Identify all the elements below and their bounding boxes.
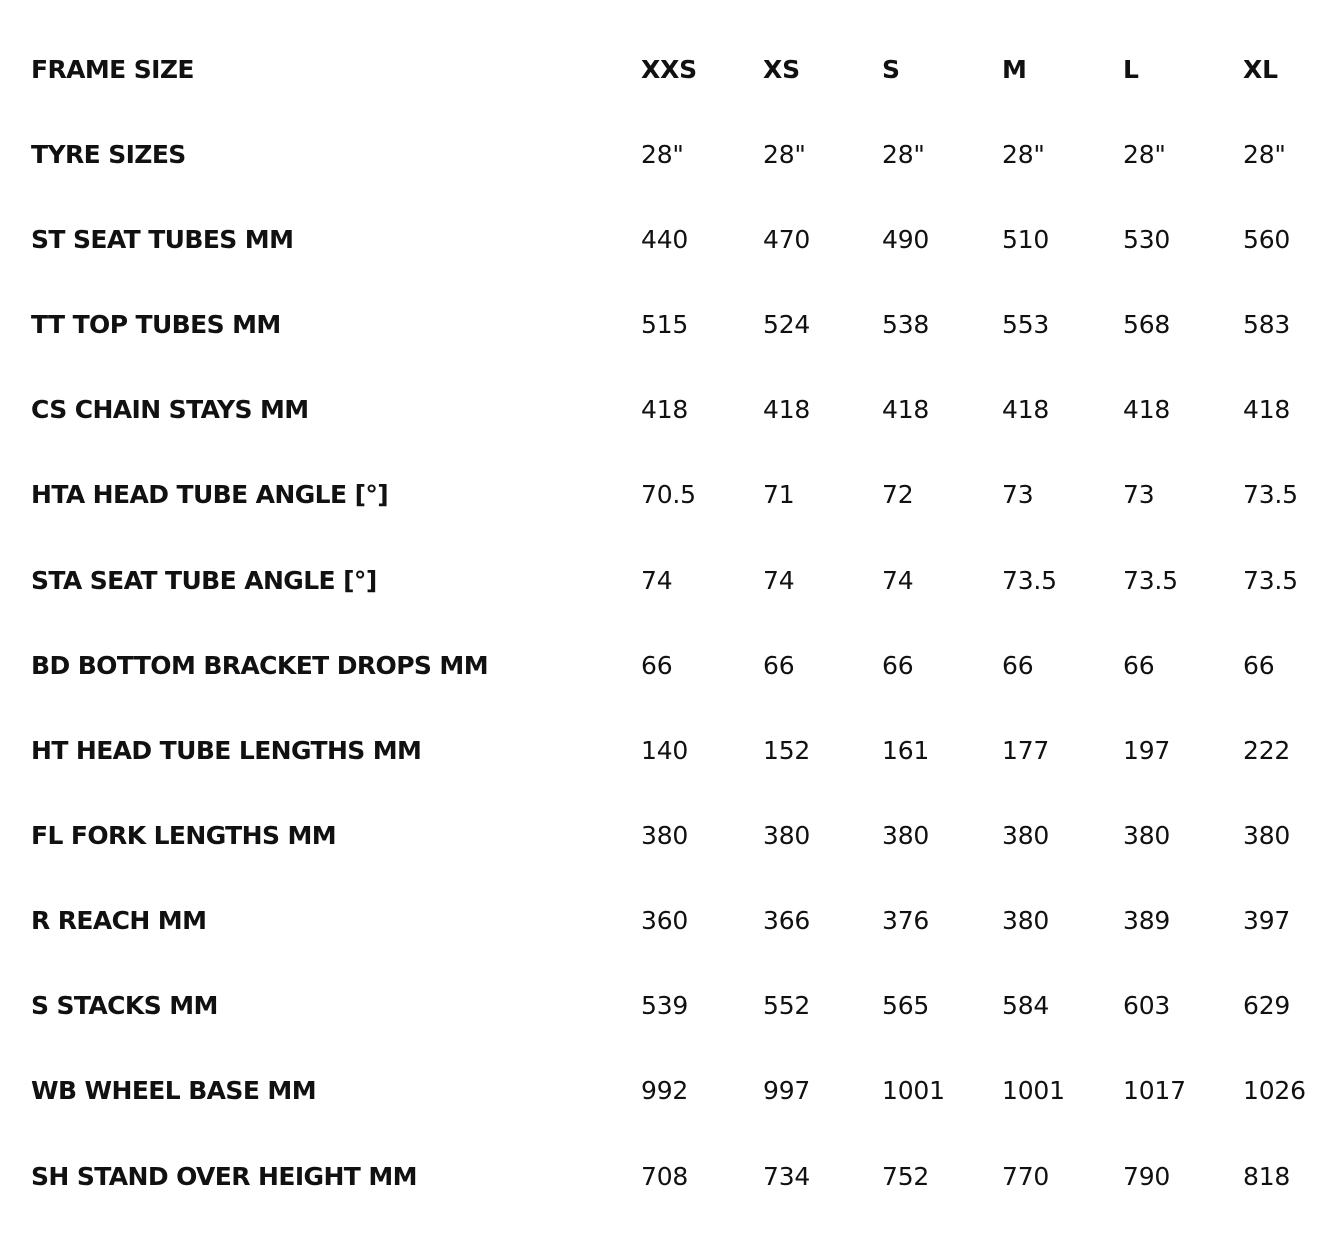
cell-value: 752 <box>882 1162 930 1191</box>
cell-value: 66 <box>882 651 914 680</box>
cell-value: 1001 <box>882 1076 945 1105</box>
cell-value: 197 <box>1123 736 1171 765</box>
cell-value: 74 <box>641 566 673 595</box>
row-label: STA SEAT TUBE ANGLE [°] <box>31 566 377 595</box>
row-label: HT HEAD TUBE LENGTHS MM <box>31 736 422 765</box>
cell-value: 397 <box>1243 906 1291 935</box>
header-row <box>0 27 1332 112</box>
cell-value: 997 <box>763 1076 811 1105</box>
cell-value: 790 <box>1123 1162 1171 1191</box>
cell-value: 66 <box>1123 651 1155 680</box>
cell-value: 66 <box>763 651 795 680</box>
table-row <box>0 197 1332 282</box>
cell-value: 1026 <box>1243 1076 1306 1105</box>
table-row <box>0 112 1332 197</box>
table-row <box>0 1048 1332 1133</box>
cell-value: 603 <box>1123 991 1171 1020</box>
cell-value: 380 <box>1243 821 1291 850</box>
cell-value: 380 <box>641 821 689 850</box>
cell-value: 524 <box>763 310 811 339</box>
cell-value: 418 <box>1243 395 1291 424</box>
cell-value: 66 <box>1002 651 1034 680</box>
cell-value: 28" <box>641 140 684 169</box>
cell-value: 568 <box>1123 310 1171 339</box>
cell-value: 553 <box>1002 310 1050 339</box>
cell-value: 177 <box>1002 736 1050 765</box>
cell-value: 552 <box>763 991 811 1020</box>
cell-value: 538 <box>882 310 930 339</box>
table-row <box>0 538 1332 623</box>
cell-value: 140 <box>641 736 689 765</box>
table-row <box>0 963 1332 1048</box>
cell-value: 629 <box>1243 991 1291 1020</box>
cell-value: 770 <box>1002 1162 1050 1191</box>
cell-value: 470 <box>763 225 811 254</box>
cell-value: 539 <box>641 991 689 1020</box>
size-header: M <box>1002 55 1027 84</box>
cell-value: 73 <box>1123 480 1155 509</box>
cell-value: 992 <box>641 1076 689 1105</box>
cell-value: 584 <box>1002 991 1050 1020</box>
cell-value: 73.5 <box>1243 566 1298 595</box>
row-label: FL FORK LENGTHS MM <box>31 821 337 850</box>
cell-value: 565 <box>882 991 930 1020</box>
row-label: ST SEAT TUBES MM <box>31 225 294 254</box>
cell-value: 28" <box>1123 140 1166 169</box>
cell-value: 66 <box>1243 651 1275 680</box>
cell-value: 28" <box>1243 140 1286 169</box>
cell-value: 73.5 <box>1002 566 1057 595</box>
cell-value: 440 <box>641 225 689 254</box>
cell-value: 1017 <box>1123 1076 1186 1105</box>
table-row <box>0 1134 1332 1219</box>
row-label: R REACH MM <box>31 906 207 935</box>
cell-value: 418 <box>1002 395 1050 424</box>
row-label: S STACKS MM <box>31 991 218 1020</box>
cell-value: 583 <box>1243 310 1291 339</box>
cell-value: 418 <box>763 395 811 424</box>
row-label: TT TOP TUBES MM <box>31 310 281 339</box>
row-label: WB WHEEL BASE MM <box>31 1076 316 1105</box>
cell-value: 360 <box>641 906 689 935</box>
cell-value: 376 <box>882 906 930 935</box>
cell-value: 70.5 <box>641 480 696 509</box>
cell-value: 28" <box>882 140 925 169</box>
table-row <box>0 708 1332 793</box>
cell-value: 71 <box>763 480 795 509</box>
size-header: XL <box>1243 55 1278 84</box>
cell-value: 418 <box>1123 395 1171 424</box>
cell-value: 28" <box>1002 140 1045 169</box>
cell-value: 380 <box>1002 821 1050 850</box>
cell-value: 530 <box>1123 225 1171 254</box>
table-row <box>0 367 1332 452</box>
row-label: TYRE SIZES <box>31 140 186 169</box>
cell-value: 490 <box>882 225 930 254</box>
table-row <box>0 793 1332 878</box>
table-row <box>0 878 1332 963</box>
cell-value: 734 <box>763 1162 811 1191</box>
cell-value: 380 <box>1002 906 1050 935</box>
cell-value: 515 <box>641 310 689 339</box>
cell-value: 818 <box>1243 1162 1291 1191</box>
cell-value: 366 <box>763 906 811 935</box>
cell-value: 152 <box>763 736 811 765</box>
cell-value: 72 <box>882 480 914 509</box>
row-label: FRAME SIZE <box>31 55 194 84</box>
cell-value: 28" <box>763 140 806 169</box>
size-header: L <box>1123 55 1139 84</box>
cell-value: 73.5 <box>1243 480 1298 509</box>
cell-value: 1001 <box>1002 1076 1065 1105</box>
cell-value: 389 <box>1123 906 1171 935</box>
cell-value: 510 <box>1002 225 1050 254</box>
row-label: CS CHAIN STAYS MM <box>31 395 309 424</box>
cell-value: 66 <box>641 651 673 680</box>
cell-value: 418 <box>882 395 930 424</box>
table-row <box>0 452 1332 537</box>
table-row <box>0 282 1332 367</box>
cell-value: 380 <box>1123 821 1171 850</box>
cell-value: 222 <box>1243 736 1291 765</box>
row-label: SH STAND OVER HEIGHT MM <box>31 1162 417 1191</box>
table-row <box>0 623 1332 708</box>
cell-value: 380 <box>763 821 811 850</box>
row-label: BD BOTTOM BRACKET DROPS MM <box>31 651 488 680</box>
size-header: S <box>882 55 900 84</box>
cell-value: 418 <box>641 395 689 424</box>
size-header: XS <box>763 55 800 84</box>
row-label: HTA HEAD TUBE ANGLE [°] <box>31 480 389 509</box>
cell-value: 74 <box>763 566 795 595</box>
cell-value: 73 <box>1002 480 1034 509</box>
size-header: XXS <box>641 55 697 84</box>
cell-value: 73.5 <box>1123 566 1178 595</box>
cell-value: 74 <box>882 566 914 595</box>
cell-value: 161 <box>882 736 930 765</box>
cell-value: 560 <box>1243 225 1291 254</box>
cell-value: 708 <box>641 1162 689 1191</box>
cell-value: 380 <box>882 821 930 850</box>
